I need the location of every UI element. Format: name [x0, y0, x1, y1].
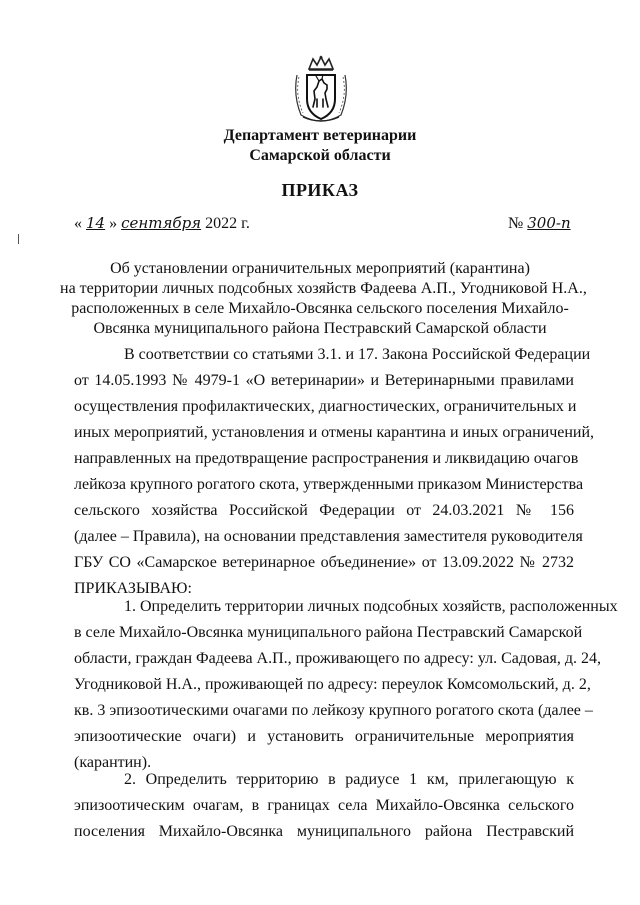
- item-1-paragraph: [74, 594, 618, 776]
- text-line: в селе Михайло-Овсянка муниципального района Пестравский Самарской: [74, 624, 583, 641]
- order-number: [508, 214, 571, 233]
- date-year: 2022 г.: [205, 215, 250, 232]
- department-region: Самарской области: [249, 147, 391, 164]
- text-line: В соответствии со статьями 3.1. и 17. Закона Российской Федерации: [124, 346, 591, 363]
- coat-of-arms-icon: [289, 55, 353, 127]
- text-line: эпизоотические очаги) и установить ограничительные мероприятия: [74, 728, 574, 745]
- subject-line: Об установлении ограничительных мероприятий (карантина): [110, 260, 530, 277]
- order-subject: [60, 259, 587, 339]
- subject-line: на территории личных подсобных хозяйств Фадеева А.П., Угодниковой Н.А.,: [60, 280, 587, 297]
- date-month: сентября: [121, 214, 202, 232]
- order-directive: ПРИКАЗЫВАЮ:: [74, 580, 192, 597]
- date-day: 14: [86, 214, 106, 232]
- text-line: от 14.05.1993 № 4979-1 «О ветеринарии» и Ветеринарными правилами: [74, 372, 574, 389]
- subject-line: Овсянка муниципального района Пестравский Самарской области: [93, 320, 547, 337]
- date-close-quote: »: [109, 215, 118, 232]
- text-line: поселения Михайло-Овсянка муниципального района Пестравский: [74, 823, 574, 840]
- preamble-paragraph: [74, 342, 595, 602]
- text-line: ГБУ СО «Самарское ветеринарное объединение» от 13.09.2022 № 2732: [74, 554, 574, 571]
- text-line: направленных на предотвращение распространения и ликвидацию очагов: [74, 450, 579, 467]
- text-line: (карантин).: [74, 754, 152, 771]
- text-line: 2. Определить территорию в радиусе 1 км, прилегающую к: [124, 771, 574, 788]
- number-value: 300-п: [527, 214, 571, 232]
- order-date: [74, 214, 250, 233]
- text-line: сельского хозяйства Российской Федерации от 24.03.2021 № 156: [74, 502, 574, 519]
- text-line: осуществления профилактических, диагностических, ограничительных и: [74, 398, 577, 415]
- text-line: области, граждан Фадеева А.П., проживающего по адресу: ул. Садовая, д. 24,: [74, 650, 601, 667]
- text-line: (далее – Правила), на основании представления заместителя руководителя: [74, 528, 583, 545]
- text-line: лейкоза крупного рогатого скота, утвержденными приказом Министерства: [74, 476, 584, 493]
- document-title: ПРИКАЗ: [281, 180, 359, 200]
- number-prefix: №: [508, 215, 524, 232]
- scan-mark: [18, 234, 19, 244]
- department-name: Департамент ветеринарии: [223, 127, 417, 144]
- date-open-quote: «: [74, 215, 82, 232]
- subject-line: расположенных в селе Михайло-Овсянка сельского поселения Михайло-: [71, 300, 569, 317]
- item-2-paragraph: [74, 767, 574, 845]
- text-line: 1. Определить территории личных подсобных хозяйств, расположенных: [124, 598, 618, 615]
- text-line: кв. 3 эпизоотическими очагами по лейкозу крупного рогатого скота (далее –: [74, 702, 593, 719]
- text-line: эпизоотическим очагам, в границах села Михайло-Овсянка сельского: [74, 797, 574, 814]
- text-line: иных мероприятий, установления и отмены карантина и иных ограничений,: [74, 424, 595, 441]
- text-line: Угодниковой Н.А., проживающей по адресу: переулок Комсомольский, д. 2,: [74, 676, 591, 693]
